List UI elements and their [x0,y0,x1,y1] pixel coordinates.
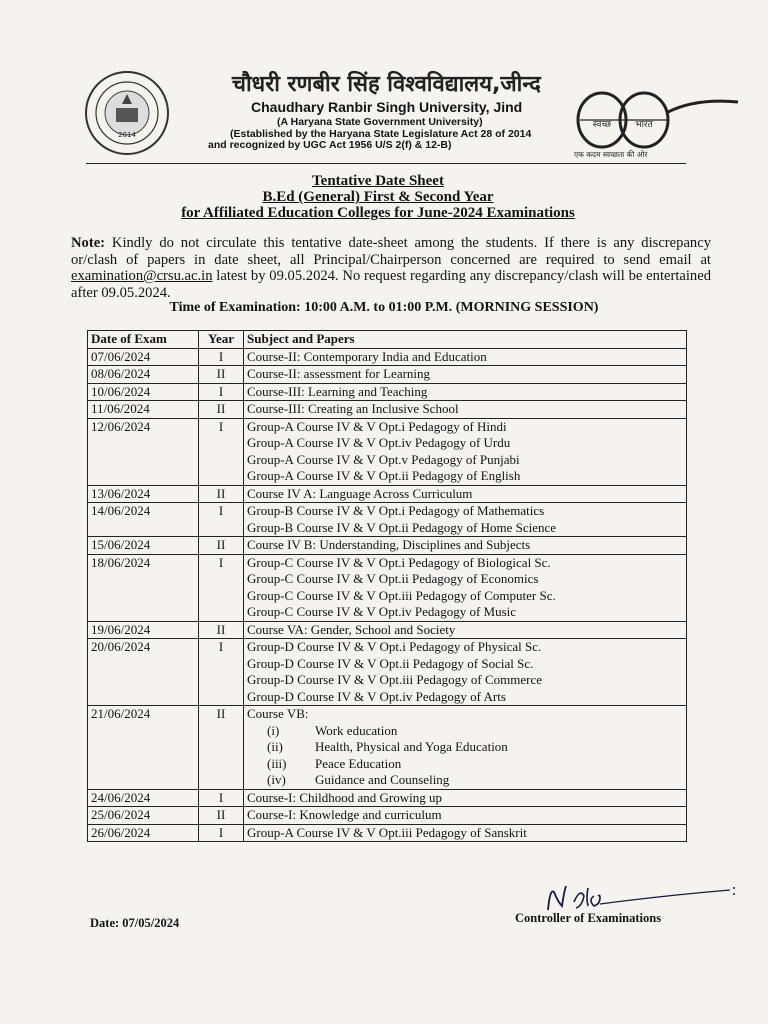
note-text-2: latest by 09.05.2024. No request regarding any discrepancy/clash will be entertained after 09.05.2024. [71,268,711,301]
university-subline-1: (A Haryana State Government University) [277,116,483,128]
sub-item-text: Health, Physical and Yoga Education [315,739,508,754]
exam-year: I [199,824,244,842]
paper-line: Group-A Course IV & V Opt.i Pedagogy of Hindi [247,418,507,434]
exam-date: 18/06/2024 [88,554,199,621]
exam-year: II [199,706,244,790]
paper-line: Group-D Course IV & V Opt.i Pedagogy of Physical Sc. [247,639,542,654]
exam-subjects [244,706,687,790]
title-line-3: for Affiliated Education Colleges for June-2024 Examinations [181,205,575,221]
exam-date: 15/06/2024 [88,537,199,555]
paper-line: Group-C Course IV & V Opt.i Pedagogy of Biological Sc. [247,554,551,570]
sub-item-number: (iv) [267,772,286,787]
paper-line: Group-A Course IV & V Opt.v Pedagogy of Punjabi [247,451,520,467]
swachh-bharat-logo [572,90,742,160]
exam-date: 21/06/2024 [88,706,199,790]
paper-line: Group-C Course IV & V Opt.iii Pedagogy of Computer Sc. [247,587,556,603]
issue-date: Date: 07/05/2024 [90,916,180,930]
table-row [88,485,687,503]
controller-of-examinations: Controller of Examinations [515,911,662,925]
paper-line: Course-II: assessment for Learning [247,366,431,381]
table-row [88,824,687,842]
paper-line: Group-C Course IV & V Opt.iv Pedagogy of Music [247,604,517,619]
bharat-text: भारत [635,120,653,130]
sub-item-text: Guidance and Counseling [315,772,450,787]
sub-item-number: (iii) [267,755,287,771]
swachh-text: स्वच्छ [592,120,612,130]
sub-item-number: (ii) [267,739,283,754]
paper-line: Course-III: Creating an Inclusive School [247,401,459,416]
time-of-examination: Time of Examination: 10:00 A.M. to 01:00 P.M. (MORNING SESSION) [169,300,599,315]
university-subline-2: (Established by the Haryana State Legislature Act 28 of 2014 [230,128,532,140]
logo-year: 2014 [118,131,136,139]
exam-year: II [199,537,244,555]
exam-subjects [244,348,687,366]
table-header-row [88,331,687,349]
paper-line: Course-I: Knowledge and curriculum [247,807,442,822]
table-row [88,639,687,706]
table-row [88,706,687,790]
note-text-1: Kindly do not circulate this tentative date-sheet among the students. If there is any discrepancy or/clash of papers in date sheet, all Principal/Chairperson concerned are required to send email at [71,235,711,268]
exam-subjects [244,537,687,555]
email-link[interactable]: examination@crsu.ac.in [71,268,213,284]
paper-line: Group-B Course IV & V Opt.ii Pedagogy of Home Science [247,519,557,535]
table-row [88,401,687,419]
sub-item [247,756,683,773]
table-row [88,366,687,384]
paper-line: Group-A Course IV & V Opt.iv Pedagogy of Urdu [247,435,511,450]
header-subject: Subject and Papers [244,331,687,349]
sub-item [247,739,683,756]
table-row [88,554,687,621]
title-line-1: Tentative Date Sheet [312,173,444,189]
exam-date: 20/06/2024 [88,639,199,706]
exam-year: I [199,503,244,537]
paper-line: Course-III: Learning and Teaching [247,383,428,399]
exam-year: II [199,621,244,639]
university-subline-3: and recognized by UGC Act 1956 U/S 2(f) & 12-B) [208,139,452,151]
exam-date: 25/06/2024 [88,807,199,825]
exam-subjects [244,366,687,384]
sub-item [247,723,683,740]
table-row [88,503,687,537]
header-date: Date of Exam [88,331,199,349]
header-divider [86,163,686,164]
paper-line: Group-B Course IV & V Opt.i Pedagogy of Mathematics [247,503,545,518]
table-row [88,789,687,807]
exam-date: 13/06/2024 [88,485,199,503]
paper-line: Group-C Course IV & V Opt.ii Pedagogy of Economics [247,571,539,586]
title-line-2: B.Ed (General) First & Second Year [262,189,494,205]
exam-year: I [199,348,244,366]
university-name-english: Chaudhary Ranbir Singh University, Jind [251,99,523,115]
note-label: Note: [71,235,106,251]
paper-line: Group-A Course IV & V Opt.ii Pedagogy of English [247,468,521,483]
exam-year: II [199,401,244,419]
table-row [88,383,687,401]
swachh-tagline: एक कदम स्वच्छता की ओर [574,150,648,159]
exam-year: II [199,366,244,384]
exam-date: 24/06/2024 [88,789,199,807]
exam-date: 11/06/2024 [88,401,199,419]
paper-line: Group-D Course IV & V Opt.iii Pedagogy of Commerce [247,672,542,687]
exam-date: 08/06/2024 [88,366,199,384]
header-year: Year [199,331,244,349]
paper-line: Course VA: Gender, School and Society [247,621,456,637]
exam-subjects [244,401,687,419]
exam-year: I [199,789,244,807]
table-row [88,348,687,366]
exam-subjects [244,485,687,503]
exam-subjects [244,418,687,485]
note-paragraph [71,235,711,301]
sub-item-text: Work education [315,722,398,738]
exam-year: II [199,485,244,503]
sub-item-text: Peace Education [315,755,402,771]
sub-item-number: (i) [267,722,280,738]
exam-subjects [244,383,687,401]
exam-year: I [199,418,244,485]
exam-year: I [199,383,244,401]
exam-date: 12/06/2024 [88,418,199,485]
table-row [88,537,687,555]
exam-subjects [244,807,687,825]
table-row [88,418,687,485]
university-logo [84,70,170,156]
exam-year: I [199,639,244,706]
exam-date: 10/06/2024 [88,383,199,401]
exam-subjects [244,639,687,706]
exam-subjects [244,554,687,621]
exam-subjects [244,789,687,807]
paper-line: Group-D Course IV & V Opt.ii Pedagogy of Social Sc. [247,655,534,671]
paper-line: Course-II: Contemporary India and Education [247,348,487,364]
exam-date: 19/06/2024 [88,621,199,639]
sub-item [247,772,683,789]
date-sheet-table [87,330,687,842]
paper-line: Course IV A: Language Across Curriculum [247,485,473,501]
exam-date: 26/06/2024 [88,824,199,842]
paper-line: Course-I: Childhood and Growing up [247,789,442,805]
exam-date: 14/06/2024 [88,503,199,537]
exam-date: 07/06/2024 [88,348,199,366]
table-row [88,621,687,639]
university-name-hindi: चौधरी रणबीर सिंह विश्वविद्यालय,जीन्द [232,72,541,97]
exam-year: II [199,807,244,825]
exam-subjects [244,621,687,639]
table-row [88,807,687,825]
paper-line: Group-D Course IV & V Opt.iv Pedagogy of Arts [247,688,506,704]
paper-line: Group-A Course IV & V Opt.iii Pedagogy of Sanskrit [247,824,527,840]
exam-year: I [199,554,244,621]
course-heading: Course VB: [247,706,309,721]
exam-subjects [244,824,687,842]
paper-line: Course IV B: Understanding, Disciplines and Subjects [247,537,531,552]
exam-subjects [244,503,687,537]
